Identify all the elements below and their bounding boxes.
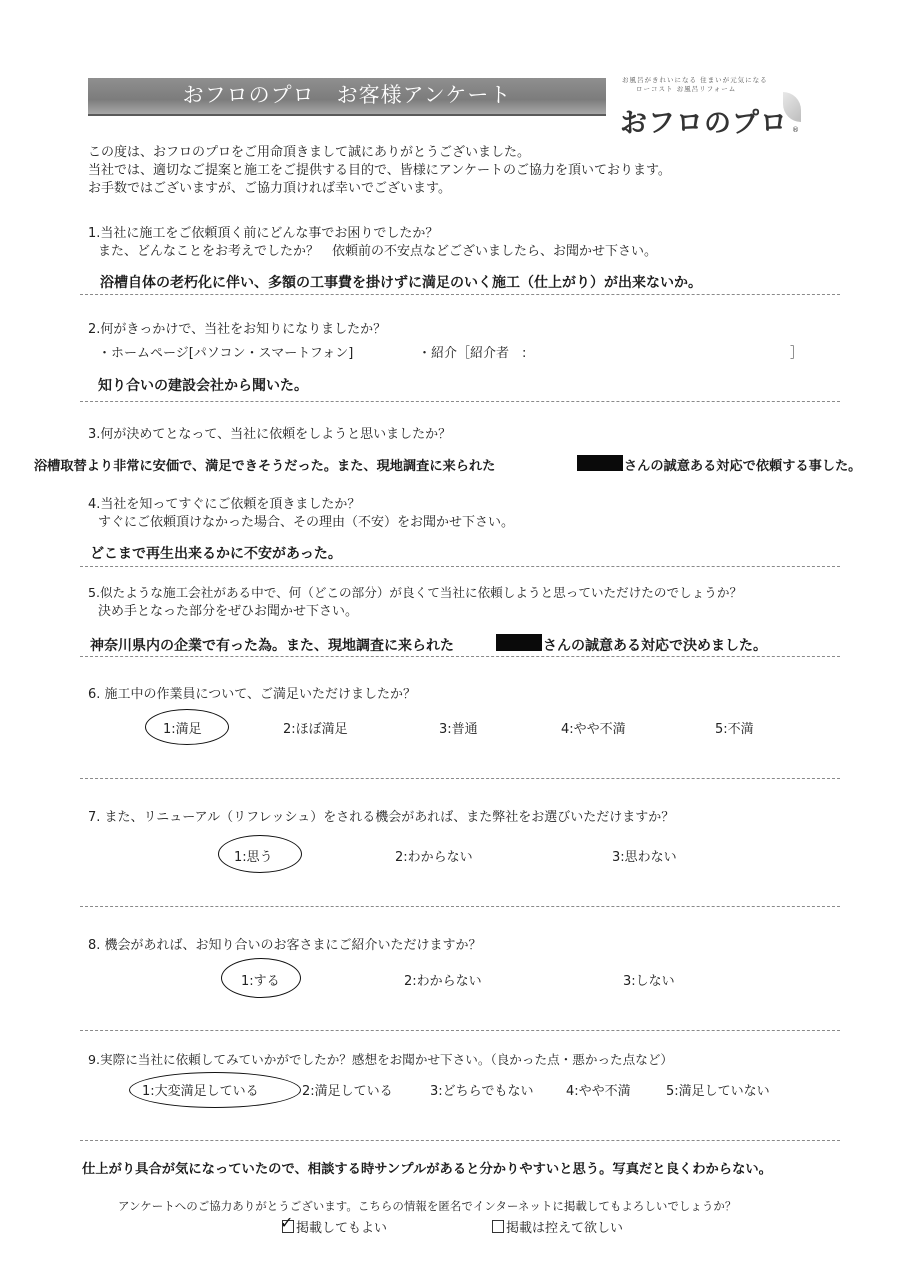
q9-option-4[interactable]: 4:やや不満 [566,1084,631,1099]
q5-question-sub: 決め手となった部分をぜひお聞かせ下さい。 [98,604,359,619]
q8-option-3[interactable]: 3:しない [623,974,675,989]
divider [80,566,840,567]
q9-option-3[interactable]: 3:どちらでもない [430,1084,534,1099]
q6-option-1[interactable]: 1:満足 [163,722,202,737]
q2-referral-bracket: ］ [790,346,804,361]
q4-answer: どこまで再生出来るかに不安があった。 [90,546,342,562]
publish-ok-option[interactable] [280,1213,388,1236]
q1-question: 1.当社に施工をご依頼頂く前にどんな事でお困りでしたか？ [88,226,439,241]
logo-tagline-1: お風呂がきれいになる 住まいが元気になる [622,76,768,84]
q5-question: 5.似たような施工会社がある中で、何（どこの部分）が良くて当社に依頼しようと思っていただけたのでしょうか？ [88,585,743,600]
divider [80,656,840,657]
intro-line-1: この度は、おフロのプロをご用命頂きまして誠にありがとうございました。 [88,145,531,160]
logo-tagline [622,76,768,94]
intro-line-2: 当社では、適切なご提案と施工をご提供する目的で、皆様にアンケートのご協力を頂いております。 [88,163,671,178]
q2-answer: 知り合いの建設会社から聞いた。 [98,378,308,394]
q4-question-sub: すぐにご依頼頂けなかった場合、その理由（不安）をお聞かせ下さい。 [98,515,515,530]
q3-question: 3.何が決めてとなって、当社に依頼をしようと思いましたか？ [88,427,452,442]
q6-option-5[interactable]: 5:不満 [715,722,754,737]
checkbox-checked-icon[interactable] [280,1213,294,1233]
q6-option-3[interactable]: 3:普通 [439,722,478,737]
q3-answer-part-1: 浴槽取替より非常に安価で、満足できそうだった。また、現地調査に来られた [34,459,496,474]
q8-option-2[interactable]: 2:わからない [404,974,482,989]
intro-line-3: お手数ではございますが、ご協力頂ければ幸いでございます。 [88,181,451,196]
q2-option-homepage: ・ホームページ[パソコン・スマートフォン] [98,346,354,361]
divider [80,1140,840,1141]
q4-question: 4.当社を知ってすぐにご依頼を頂きましたか？ [88,497,361,512]
logo-registered-mark: ® [792,126,799,134]
q9-answer: 仕上がり具合が気になっていたので、相談する時サンプルがあると分かりやすいと思う。写真だと良くわからない。 [82,1162,772,1177]
publish-ng-option[interactable] [492,1217,623,1236]
divider [80,778,840,779]
divider [80,401,840,402]
q9-question: 9.実際に当社に依頼してみていかがでしたか？感想をお聞かせ下さい。（良かった点・悪かった点など） [88,1052,674,1067]
q1-answer: 浴槽自体の老朽化に伴い、多額の工事費を掛けずに満足のいく施工（仕上がり）が出来ないか。 [100,275,702,291]
publish-consent-question: アンケートへのご協力ありがとうございます。こちらの情報を匿名でインターネットに掲載してもよろしいでしょうか？ [118,1199,737,1213]
redacted-name [577,455,623,471]
checkbox-icon[interactable] [492,1220,504,1233]
q9-option-1[interactable]: 1:大変満足している [142,1084,259,1099]
q5-answer-part-1: 神奈川県内の企業で有った為。また、現地調査に来られた [90,638,454,654]
q6-option-2[interactable]: 2:ほぼ満足 [283,722,348,737]
checkmark-icon: ✓ [280,1213,294,1232]
divider [80,906,840,907]
q8-question: 8. 機会があれば、お知り合いのお客さまにご紹介いただけますか？ [88,938,482,953]
q6-question: 6. 施工中の作業員について、ご満足いただけましたか？ [88,687,417,702]
divider [80,1030,840,1031]
publish-ok-label: 掲載してもよい [296,1221,388,1236]
q2-question: 2.何がきっかけで、当社をお知りになりましたか？ [88,322,387,337]
q9-option-2[interactable]: 2:満足している [302,1084,393,1099]
logo-tagline-2: ローコスト お風呂リフォーム [636,85,737,93]
q7-question: 7. また、リニューアル（リフレッシュ）をされる機会があれば、また弊社をお選びいただけますか？ [88,810,675,825]
q7-option-3[interactable]: 3:思わない [612,850,677,865]
q2-option-referral: ・紹介［紹介者 : [418,346,527,361]
q8-option-1[interactable]: 1:する [241,974,280,989]
logo-name: おフロのプロ [620,108,788,139]
q9-option-5[interactable]: 5:満足していない [666,1084,770,1099]
q6-option-4[interactable]: 4:やや不満 [561,722,626,737]
q3-answer-part-2: さんの誠意ある対応で依頼する事した。 [624,459,862,474]
divider [80,294,840,295]
q1-question-sub: また、どんなことをお考えでしたか？ 依頼前の不安点などございましたら、お聞かせ下さい。 [98,244,658,259]
q5-answer-part-2: さんの誠意ある対応で決めました。 [543,638,767,654]
q7-option-2[interactable]: 2:わからない [395,850,473,865]
q7-option-1[interactable]: 1:思う [234,850,273,865]
publish-ng-label: 掲載は控えて欲しい [506,1221,624,1236]
survey-title: おフロのプロ お客様アンケート [182,83,512,107]
redacted-name [496,634,542,651]
